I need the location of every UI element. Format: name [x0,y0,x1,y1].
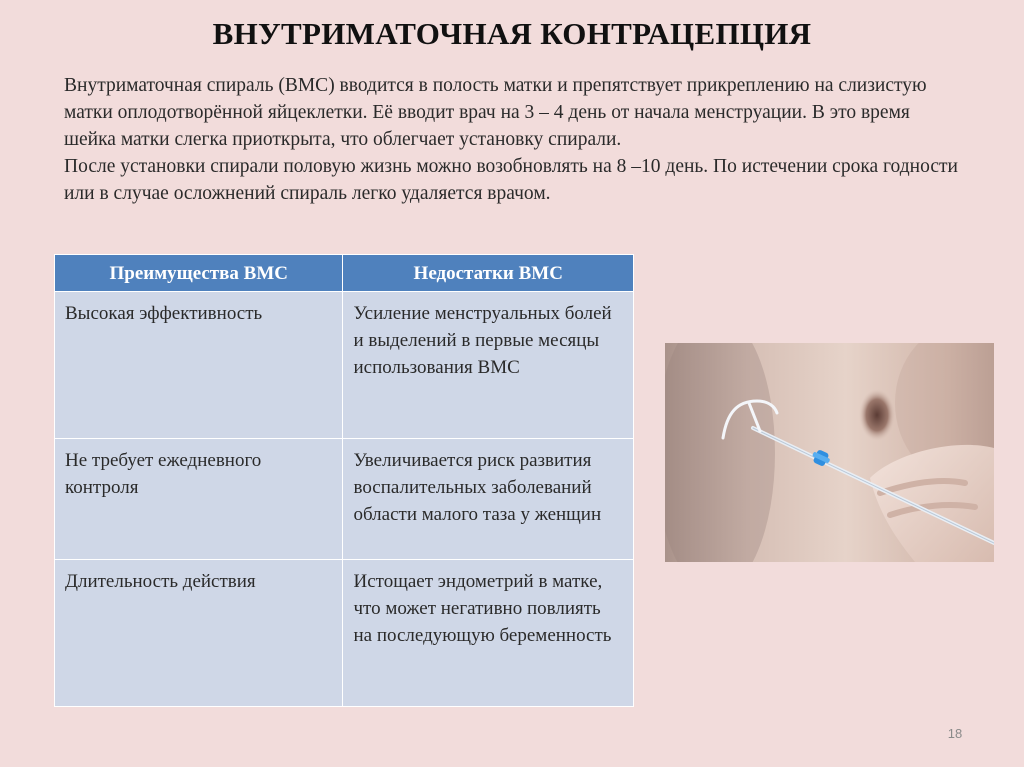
comparison-table [54,254,634,707]
header-disadvantages: Недостатки ВМС [343,255,634,292]
disadvantage-cell: Увеличивается риск развития воспалительных заболеваний области малого таза у женщин [343,439,634,560]
slide-title: ВНУТРИМАТОЧНАЯ КОНТРАЦЕПЦИЯ [212,16,812,51]
table-row [55,560,634,707]
advantage-cell: Не требует ежедневного контроля [55,439,343,560]
table-header-row [55,255,634,292]
page-number: 18 [947,726,963,741]
advantage-cell: Длительность действия [55,560,343,707]
table-row [55,292,634,439]
intro-paragraph: Внутриматочная спираль (ВМС) вводится в полость матки и препятствует прикреплению на слизистую матки оплодотворённой яйцеклетки. Её вводит врач на 3 – 4 день от начала менструации. В это время шейка матки слегка приоткрыта, что облегчает установку спирали. [64,75,927,150]
iud-illustration [665,343,994,562]
table-row [55,439,634,560]
intro-paragraph: После установки спирали половую жизнь можно возобновлять на 8 –10 день. По истечении срока годности или в случае осложнений спираль легко удаляется врачом. [64,156,958,204]
advantage-cell: Высокая эффективность [55,292,343,439]
intro-text [64,72,964,207]
disadvantage-cell: Усиление менструальных болей и выделений в первые месяцы использования ВМС [343,292,634,439]
disadvantage-cell: Истощает эндометрий в матке, что может негативно повлиять на последующую беременность [343,560,634,707]
header-advantages: Преимущества ВМС [55,255,343,292]
iud-photo [665,343,994,562]
